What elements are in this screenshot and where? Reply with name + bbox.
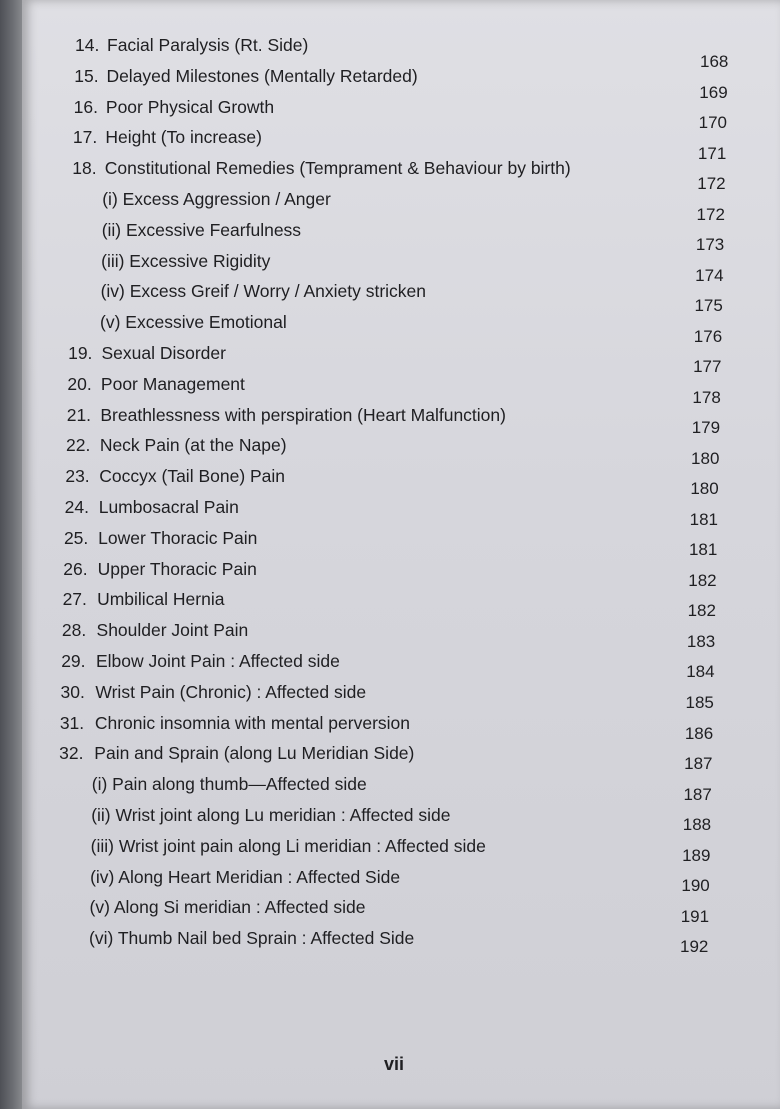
toc-entry-page-number: 173 [695,235,725,255]
toc-entry [22,713,762,741]
toc-entry-number: 15. [74,65,99,86]
toc-subentry-title: (vi) Thumb Nail bed Sprain : Affected Side [89,928,415,949]
toc-entry [22,620,762,651]
toc-entry-title: Neck Pain (at the Nape) [99,435,287,456]
toc-subentry-title: (iv) Excess Greif / Worry / Anxiety stricken [100,281,427,302]
toc-entry [22,373,762,407]
toc-entry [22,65,762,102]
toc-entry [22,805,762,833]
toc-entry-number: 32. [59,743,84,764]
toc-entry-number: 19. [68,343,93,363]
toc-entry-title: Height (To increase) [105,127,262,148]
toc-entry-page-number: 184 [686,662,715,682]
toc-entry [22,466,762,499]
toc-entry-number: 18. [72,158,97,179]
toc-entry-page-number: 179 [691,418,721,438]
toc-entry-page-number: 172 [696,204,725,224]
toc-entry-number: 31. [59,712,85,733]
toc-entry [22,96,762,133]
toc-entry [22,497,762,529]
toc-entry [22,682,762,710]
toc-entry [22,774,762,802]
toc-entry [22,219,762,255]
book-spine-shadow [0,0,24,1109]
toc-entry-page-number: 186 [684,723,714,743]
toc-subentry-title: (v) Along Si meridian : Affected side [89,897,366,918]
toc-subentry-title: (ii) Excessive Fearfulness [101,219,302,240]
toc-entry-title: Elbow Joint Pain : Affected side [95,651,340,671]
toc-entry-number: 21. [66,404,92,425]
toc-entry-page-number: 183 [686,631,716,651]
toc-entry-title: Poor Physical Growth [105,96,275,117]
toc-entry-page-number: 169 [699,82,728,102]
toc-subentry-title: (iii) Wrist joint pain along Li meridian : Affected side [90,835,486,856]
toc-entry-number: 20. [67,373,92,394]
toc-entry [22,651,762,682]
toc-entry-number: 22. [66,435,91,456]
toc-entry-page-number: 177 [693,357,722,377]
toc-entry-page-number: 191 [680,906,710,926]
toc-entry-title: Sexual Disorder [101,343,226,363]
toc-entry-page-number: 172 [697,174,726,194]
toc-entry-number: 30. [60,681,85,702]
toc-entry-page-number: 189 [682,845,711,865]
toc-entry-page-number: 174 [695,265,724,285]
toc-entry [22,35,762,71]
toc-entry [22,435,762,468]
toc-entry-title: Wrist Pain (Chronic) : Affected side [95,681,367,702]
toc-entry [22,312,762,346]
toc-entry [22,250,762,285]
toc-entry-title: Upper Thoracic Pain [97,558,257,579]
toc-entry [22,743,762,774]
toc-entry-page-number: 185 [685,693,714,712]
toc-subentry-title: (v) Excessive Emotional [100,312,287,333]
toc-entry [22,158,762,194]
toc-entry-title: Lumbosacral Pain [98,497,239,517]
toc-entry-page-number: 187 [683,784,712,804]
toc-entry-number: 26. [63,558,88,579]
toc-entry-title: Pain and Sprain (along Lu Meridian Side) [94,743,415,764]
toc-entry [22,589,762,621]
toc-subentry-title: (i) Pain along thumb—Affected side [91,774,367,795]
toc-entry-title: Breathlessness with perspiration (Heart Malfunction) [100,404,506,425]
toc-entry [22,867,762,895]
toc-entry-page-number: 180 [690,479,719,499]
toc-entry-page-number: 182 [688,570,717,590]
toc-entry-number: 16. [73,96,98,117]
toc-entry [22,281,762,316]
toc-entry [22,897,762,925]
page-folio: vii [384,1054,405,1074]
toc-entry-page-number: 181 [688,540,718,560]
toc-entry-page-number: 171 [697,143,727,163]
toc-entry [22,928,762,956]
toc-entry-page-number: 192 [680,937,709,957]
toc-entry-number: 14. [75,35,100,55]
toc-entry-number: 25. [63,527,89,548]
toc-entry [22,558,762,590]
toc-entry-page-number: 182 [687,601,716,621]
toc-entry-title: Poor Management [100,373,245,394]
toc-entry-title: Facial Paralysis (Rt. Side) [107,35,309,55]
toc-entry-number: 27. [62,589,87,610]
toc-entry [22,127,762,163]
toc-entry [22,343,762,377]
toc-subentry-title: (iv) Along Heart Meridian : Affected Side [90,866,401,887]
toc-entry [22,836,762,864]
toc-entry [22,189,762,224]
toc-entry-title: Delayed Milestones (Mentally Retarded) [106,65,418,86]
toc-entry-title: Umbilical Hernia [97,589,225,610]
toc-entry-title: Chronic insomnia with mental perversion [94,712,410,733]
toc-entry-title: Lower Thoracic Pain [98,527,258,548]
toc-entry-page-number: 168 [700,52,729,71]
toc-entry-page-number: 188 [682,815,712,835]
toc-entry-page-number: 181 [689,509,719,529]
toc-entry-title: Coccyx (Tail Bone) Pain [99,466,286,487]
toc-entry-page-number: 175 [694,296,723,316]
toc-entry-page-number: 178 [692,387,721,407]
book-page [22,0,780,1109]
toc-entry-number: 23. [65,466,90,487]
toc-entry [22,404,762,438]
toc-subentry-title: (iii) Excessive Rigidity [101,250,271,271]
toc-entry-title: Shoulder Joint Pain [96,620,249,641]
toc-entry-number: 29. [61,651,86,671]
toc-entry-title: Constitutional Remedies (Temprament & Behaviour by birth) [104,158,571,179]
toc-entry [22,527,762,560]
toc-entry-page-number: 170 [698,113,727,133]
toc-entry-page-number: 187 [684,754,713,774]
toc-subentry-title: (ii) Wrist joint along Lu meridian : Affected side [91,805,451,825]
toc-entry-number: 17. [72,127,98,148]
toc-entry-number: 28. [61,620,87,641]
toc-entry-number: 24. [64,497,89,517]
toc-entry-page-number: 180 [691,448,720,468]
toc-entry-page-number: 176 [693,326,723,346]
toc-subentry-title: (i) Excess Aggression / Anger [102,189,331,209]
toc-entry-page-number: 190 [681,876,710,896]
